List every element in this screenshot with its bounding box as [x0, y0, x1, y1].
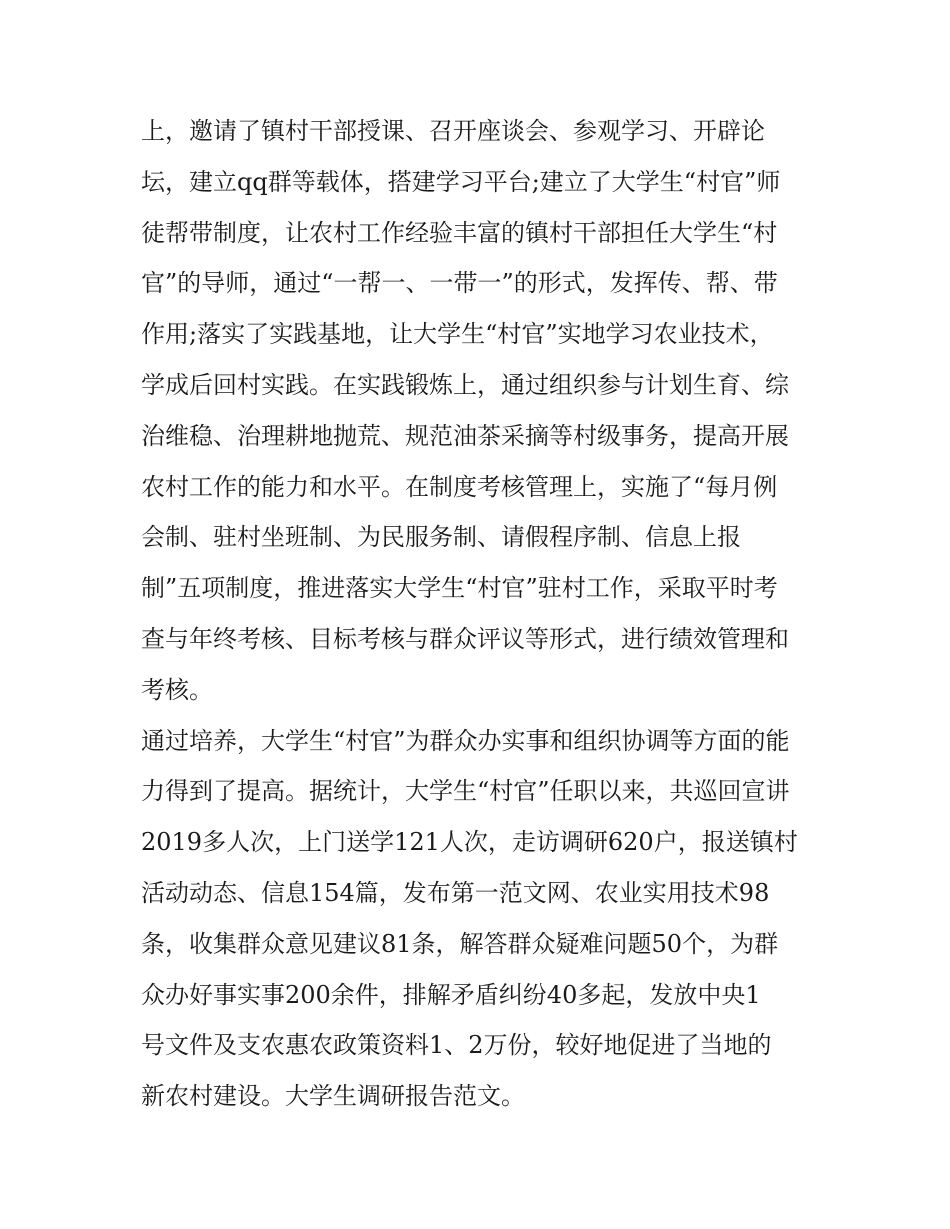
text-line: 治维稳、治理耕地抛荒、规范油茶采摘等村级事务，提高开展 [141, 421, 789, 450]
text-line: 上，邀请了镇村干部授课、召开座谈会、参观学习、开辟论 [141, 117, 765, 145]
text-line: 会制、驻村坐班制、为民服务制、请假程序制、信息上报 [141, 523, 741, 552]
text-line: 官”的导师，通过“一帮一、一带一”的形式，发挥传、帮、带 [141, 269, 778, 298]
text-line: 学成后回村实践。在实践锻炼上，通过组织参与计划生育、综 [141, 370, 789, 399]
text-line: 查与年终考核、目标考核与群众评议等形式，进行绩效管理和 [141, 624, 789, 653]
paragraph-2 [141, 716, 821, 1122]
text-line: 2019多人次，上门送学121人次，走访调研620户，报送镇村 [141, 828, 798, 857]
text-line: 农村工作的能力和水平。在制度考核管理上，实施了“每月例 [141, 472, 778, 501]
paragraph-1 [141, 106, 821, 716]
text-line: 坛，建立qq群等载体，搭建学习平台;建立了大学生“村官”师 [141, 167, 781, 196]
document-body [141, 106, 821, 1122]
text-line: 制”五项制度，推进落实大学生“村官”驻村工作，采取平时考 [141, 574, 778, 603]
text-line: 号文件及支农惠农政策资料1、2万份，较好地促进了当地的 [141, 1031, 772, 1060]
text-line: 条，收集群众意见建议81条，解答群众疑难问题50个，为群 [141, 929, 779, 958]
text-line: 活动动态、信息154篇，发布第一范文网、农业实用技术98 [141, 878, 770, 907]
text-line: 考核。 [141, 675, 213, 704]
text-line: 徒帮带制度，让农村工作经验丰富的镇村干部担任大学生“村 [141, 218, 778, 247]
text-line: 众办好事实事200余件，排解矛盾纠纷40多起，发放中央1 [141, 980, 761, 1009]
text-line: 新农村建设。大学生调研报告范文。 [141, 1082, 525, 1111]
text-line: 作用;落实了实践基地，让大学生“村官”实地学习农业技术， [141, 320, 774, 349]
text-line: 通过培养，大学生“村官”为群众办实事和组织协调等方面的能 [141, 726, 790, 755]
text-line: 力得到了提高。据统计，大学生“村官”任职以来，共巡回宣讲 [141, 777, 790, 806]
